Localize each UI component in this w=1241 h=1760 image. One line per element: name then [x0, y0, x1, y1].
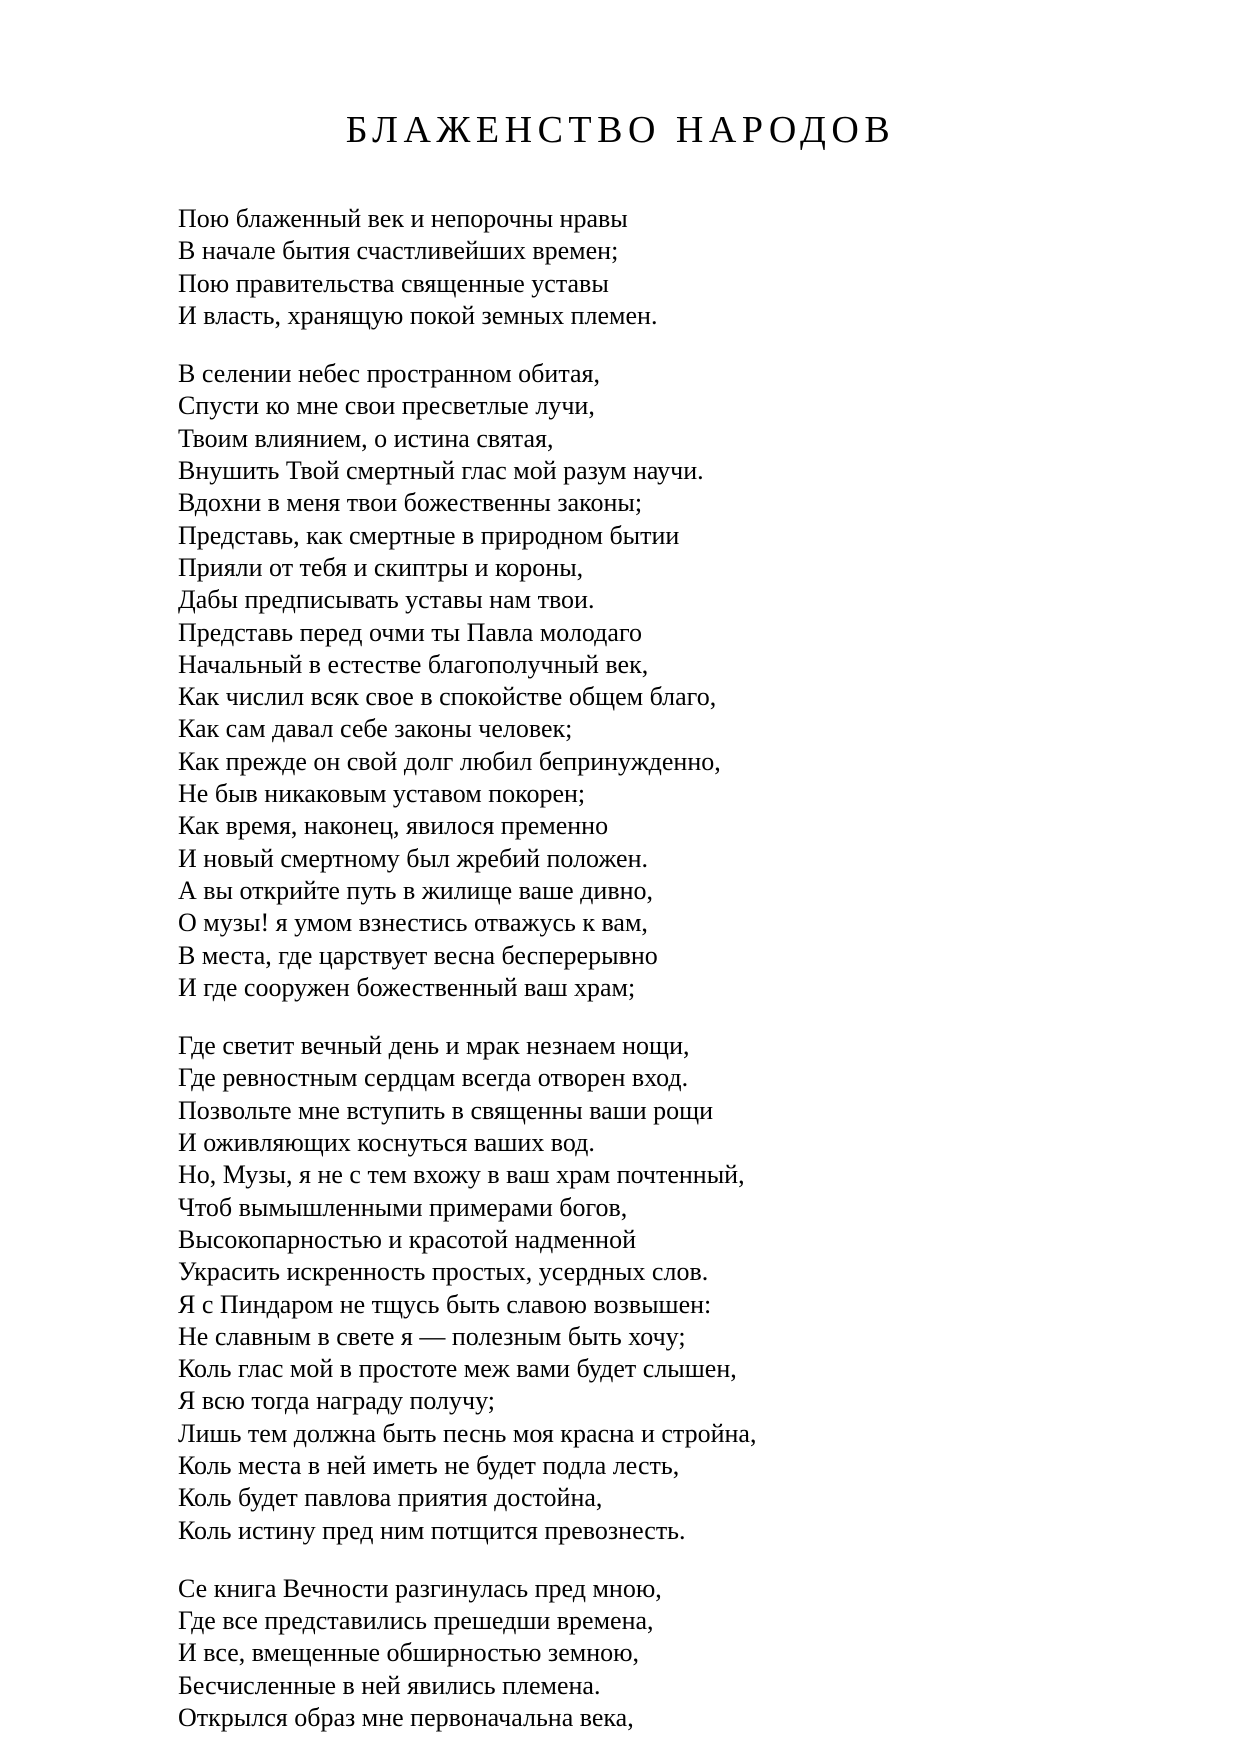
stanza-4: [178, 1573, 1178, 1734]
poem-line: Коль глас мой в простоте меж вами будет слышен,: [178, 1354, 737, 1384]
poem-line: Высокопарностью и красотой надменной: [178, 1224, 636, 1254]
poem-line: Чтоб вымышленными примерами богов,: [178, 1192, 628, 1222]
poem-line: Начальный в естестве благополучный век,: [178, 649, 649, 679]
poem-body: [178, 203, 1178, 1760]
poem-line: Где все представились прешедши времена,: [178, 1606, 654, 1636]
poem-line: Коль места в ней иметь не будет подла лесть,: [178, 1450, 680, 1480]
poem-line: И все, вмещенные обширностью земною,: [178, 1638, 640, 1668]
poem-line: Бесчисленные в ней явились племена.: [178, 1670, 601, 1700]
poem-line: Украсить искренность простых, усердных слов.: [178, 1257, 709, 1287]
poem-line: Как числил всяк свое в спокойстве общем благо,: [178, 682, 717, 712]
poem-line: Вдохни в меня твои божественны законы;: [178, 488, 643, 518]
poem-line: Прияли от тебя и скиптры и короны,: [178, 552, 584, 582]
stanza-1: [178, 203, 1178, 332]
poem-line: Лишь тем должна быть песнь моя красна и стройна,: [178, 1418, 757, 1448]
poem-line: Представь, как смертные в природном бытии: [178, 520, 680, 550]
poem-line: В места, где царствует весна бесперерывно: [178, 940, 658, 970]
poem-line: И новый смертному был жребий положен.: [178, 843, 648, 873]
poem-line: Где светит вечный день и мрак незнаем нощи,: [178, 1031, 690, 1061]
poem-line: Не славным в свете я — полезным быть хочу;: [178, 1321, 686, 1351]
poem-line: Пою правительства священные уставы: [178, 268, 609, 298]
poem-line: И власть, хранящую покой земных племен.: [178, 300, 658, 330]
stanza-2: [178, 358, 1178, 1004]
poem-line: Пою блаженный век и непорочны нравы: [178, 204, 628, 233]
poem-line: Твоим влиянием, о истина святая,: [178, 423, 554, 453]
poem-line: Позвольте мне вступить в священны ваши рощи: [178, 1095, 714, 1125]
poem-line: Дабы предписывать уставы нам твои.: [178, 585, 595, 615]
poem-line: Я всю тогда награду получу;: [178, 1386, 495, 1416]
poem-line: Спусти ко мне свои пресветлые лучи,: [178, 391, 595, 421]
poem-line: А вы открийте путь в жилище ваше дивно,: [178, 875, 654, 905]
poem-line: Не быв никаковым уставом покорен;: [178, 779, 586, 809]
poem-line: Открылся образ мне первоначальна века,: [178, 1703, 634, 1733]
poem-line: И где сооружен божественный ваш храм;: [178, 972, 636, 1002]
poem-line: Где ревностным сердцам всегда отворен вход.: [178, 1063, 689, 1093]
poem-line: Внушить Твой смертный глас мой разум научи.: [178, 456, 704, 486]
poem-line: Коль истину пред ним потщится превознесть.: [178, 1515, 686, 1545]
poem-line: Представь перед очми ты Павла молодаго: [178, 617, 642, 647]
poem-title: БЛАЖЕНСТВО НАРОДОВ: [345, 109, 896, 151]
poem-line: Я с Пиндаром не тщусь быть славою возвышен:: [178, 1289, 712, 1319]
poem-line: Как сам давал себе законы человек;: [178, 714, 573, 744]
poem-line: В начале бытия счастливейших времен;: [178, 236, 619, 266]
poem-line: Но, Музы, я не с тем вхожу в ваш храм почтенный,: [178, 1160, 745, 1190]
poem-line: Се книга Вечности разгинулась пред мною,: [178, 1573, 662, 1603]
poem-line: И оживляющих коснуться ваших вод.: [178, 1128, 595, 1158]
stanza-3: [178, 1030, 1178, 1547]
poem-line: Коль будет павлова приятия достойна,: [178, 1483, 603, 1513]
poem-line: В селении небес пространном обитая,: [178, 359, 600, 389]
poem-line: Как прежде он свой долг любил бепринужденно,: [178, 746, 721, 776]
poem-line: Как время, наконец, явилося пременно: [178, 811, 609, 841]
poem-line: О музы! я умом взнестись отважусь к вам,: [178, 908, 648, 938]
